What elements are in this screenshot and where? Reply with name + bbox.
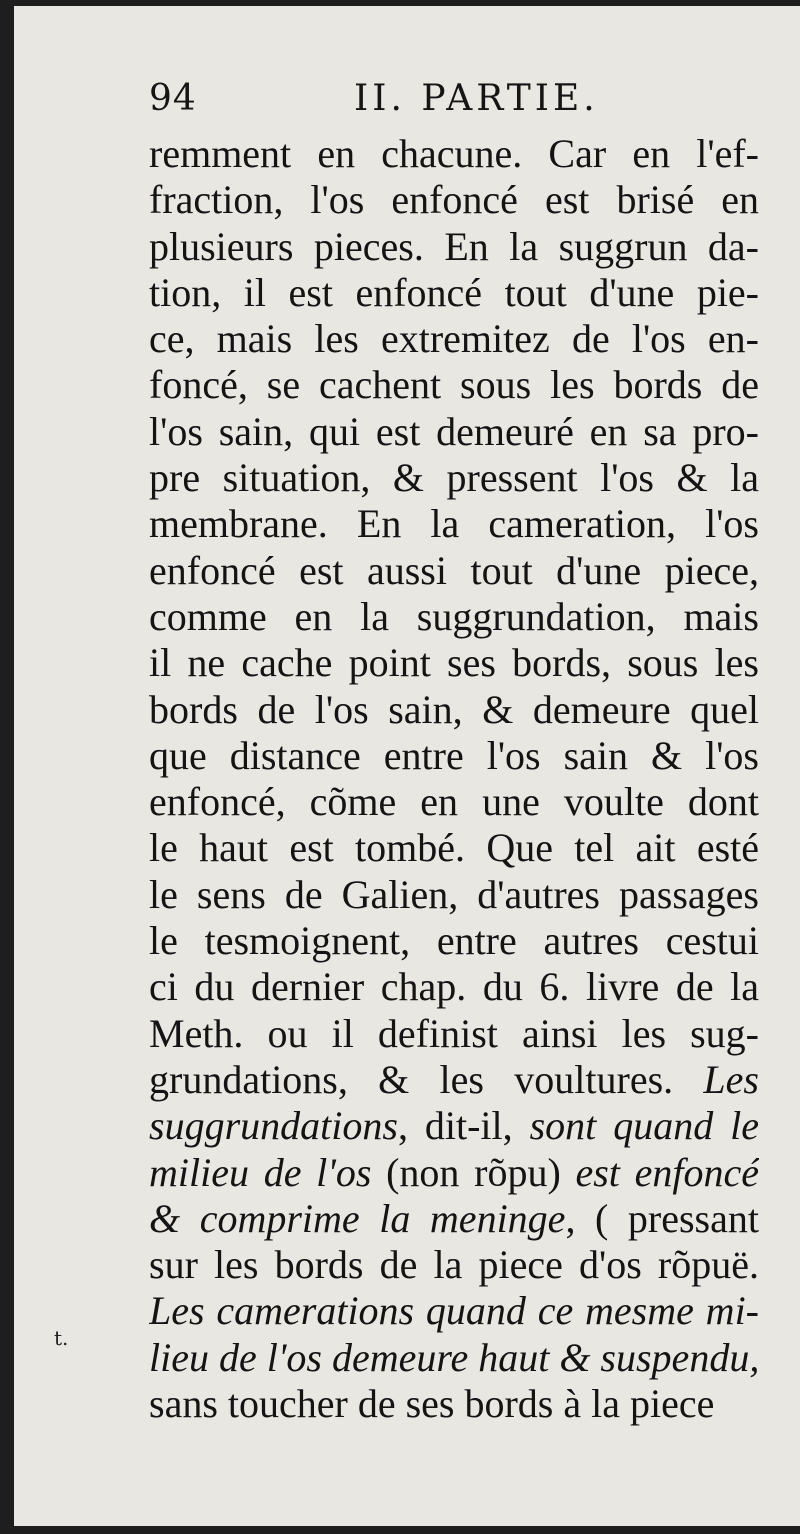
- text-line: [149, 1103, 759, 1149]
- text-line: [149, 594, 759, 640]
- italic-segment: & comprime la meninge: [149, 1195, 566, 1241]
- text-segment: sans toucher de ses bords à la piece: [149, 1381, 715, 1427]
- page-number: 94: [149, 78, 197, 119]
- text-line: [149, 872, 759, 918]
- margin-mark: t.: [54, 1326, 69, 1350]
- text-line: [149, 270, 759, 316]
- text-segment: , dit-il,: [397, 1103, 530, 1149]
- text-segment: sur les bords de la piece d'os rõpuë.: [149, 1242, 759, 1288]
- text-line: [149, 1150, 759, 1196]
- text-line: [149, 640, 759, 686]
- text-segment: pre situation, & pressent l'os & la: [149, 455, 759, 501]
- book-page: [14, 6, 800, 1526]
- text-line: [149, 548, 759, 594]
- text-segment: bords de l'os sain, & demeure quel: [149, 686, 759, 732]
- text-line: [149, 362, 759, 408]
- italic-segment: est enfoncé: [575, 1149, 759, 1195]
- text-segment: plusieurs pieces. En la suggrun da-: [149, 223, 759, 269]
- text-line: [149, 1057, 759, 1103]
- text-line: [149, 1011, 759, 1057]
- text-segment: Meth. ou il definist ainsi les sug-: [149, 1010, 759, 1056]
- text-segment: fraction, l'os enfoncé est brisé en: [149, 177, 759, 223]
- text-line: [149, 316, 759, 362]
- text-line: [149, 825, 759, 871]
- italic-segment: sont quand le: [529, 1103, 759, 1149]
- text-line: [149, 224, 759, 270]
- text-segment: membrane. En la cameration, l'os: [149, 501, 759, 547]
- text-segment: , ( pressant: [565, 1195, 759, 1241]
- running-head-title: II. PARTIE.: [354, 78, 599, 119]
- text-line: [149, 501, 759, 547]
- text-line: [149, 1335, 759, 1381]
- running-header: [149, 78, 769, 138]
- text-segment: ci du dernier chap. du 6. livre de la: [149, 964, 759, 1010]
- text-line: [149, 964, 759, 1010]
- text-segment: que distance entre l'os sain & l'os: [149, 732, 759, 778]
- text-segment: enfoncé, cõme en une voulte dont: [149, 779, 759, 825]
- text-line: [149, 131, 759, 177]
- text-line: [149, 1242, 759, 1288]
- text-line: [149, 1381, 759, 1427]
- text-line: [149, 687, 759, 733]
- text-line: [149, 779, 759, 825]
- italic-segment: lieu de l'os demeure haut & suspendu,: [149, 1334, 759, 1380]
- text-segment: tion, il est enfoncé tout d'une pie-: [149, 269, 759, 315]
- text-segment: le haut est tombé. Que tel ait esté: [149, 825, 759, 871]
- text-line: [149, 1196, 759, 1242]
- text-segment: enfoncé est aussi tout d'une piece,: [149, 547, 759, 593]
- text-segment: remment en chacune. Car en l'ef-: [149, 131, 759, 176]
- text-segment: l'os sain, qui est demeuré en sa pro-: [149, 408, 759, 454]
- text-segment: comme en la suggrundation, mais: [149, 593, 759, 639]
- text-segment: (non rõpu): [371, 1149, 576, 1195]
- text-line: [149, 918, 759, 964]
- text-line: [149, 409, 759, 455]
- text-line: [149, 177, 759, 223]
- text-line: [149, 733, 759, 779]
- text-segment: il ne cache point ses bords, sous les: [149, 640, 759, 686]
- text-segment: ce, mais les extremitez de l'os en-: [149, 316, 759, 362]
- italic-segment: suggrundations: [149, 1103, 398, 1149]
- italic-segment: Les camerations quand ce mesme mi-: [149, 1288, 759, 1334]
- italic-segment: Les: [703, 1056, 759, 1102]
- text-segment: le sens de Galien, d'autres passages: [149, 871, 759, 917]
- text-segment: foncé, se cachent sous les bords de: [149, 362, 759, 408]
- italic-segment: milieu de l'os: [149, 1149, 372, 1195]
- text-line: [149, 455, 759, 501]
- text-segment: grundations, & les voultures.: [149, 1056, 704, 1102]
- text-segment: le tesmoignent, entre autres cestui: [149, 918, 759, 964]
- body-text: [149, 131, 759, 1427]
- text-line: [149, 1288, 759, 1334]
